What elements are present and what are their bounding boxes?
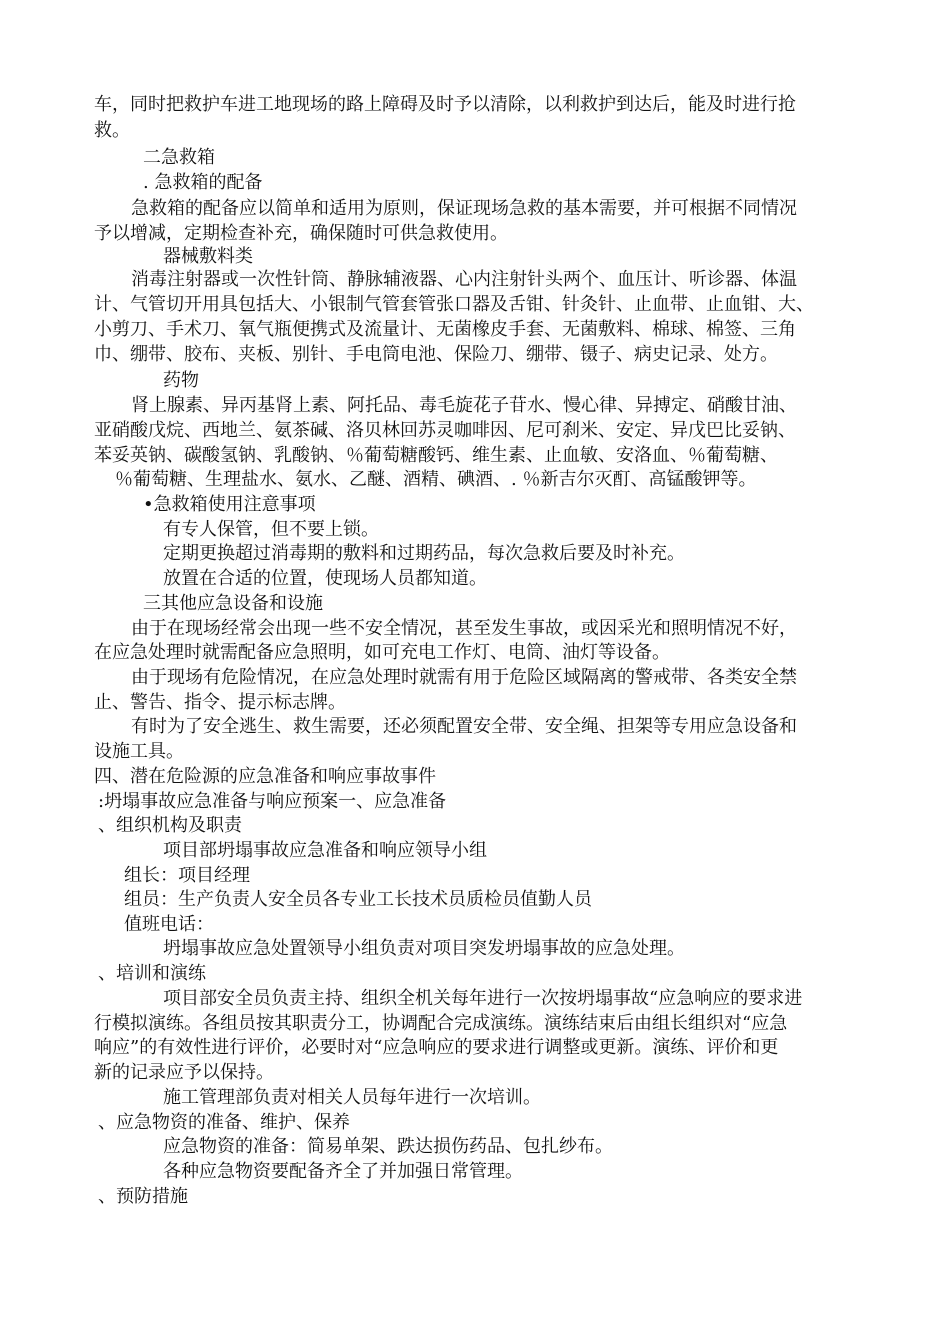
subsection-heading: 、培训和演练	[98, 963, 206, 984]
text-line: 小剪刀、手术刀、氧气瓶便携式及流量计、无菌橡皮手套、无菌敷料、棉球、棉签、三角	[94, 319, 796, 340]
text-line: 予以增减，定期检查补充，确保随时可供急救使用。	[94, 223, 508, 244]
text-line: 坍塌事故应急处置领导小组负责对项目突发坍塌事故的应急处理。	[163, 938, 685, 959]
subsection-heading: 、应急物资的准备、维护、保养	[98, 1112, 350, 1133]
text-line: 巾、绷带、胶布、夹板、别针、手电筒电池、保险刀、绷带、镊子、病史记录、处方。	[94, 344, 778, 365]
text-line: 苯妥英钠、碳酸氢钠、乳酸钠、％葡萄糖酸钙、维生素、止血敏、安洛血、％葡萄糖、	[94, 445, 778, 466]
subsection-heading: 、预防措施	[98, 1186, 188, 1207]
text-line: 止、警告、指令、提示标志牌。	[94, 692, 346, 713]
text-line: 放置在合适的位置，使现场人员都知道。	[163, 568, 487, 589]
text-line: 项目部坍塌事故应急准备和响应领导小组	[163, 840, 487, 861]
subsection-heading: . 急救箱的配备	[143, 172, 263, 193]
text-line: 车，同时把救护车进工地现场的路上障碍及时予以清除，以利救护到达后，能及时进行抢	[94, 94, 796, 115]
text-line: 定期更换超过消毒期的敷料和过期药品，每次急救后要及时补充。	[163, 543, 685, 564]
section-heading: 四、潜在危险源的应急准备和响应事故事件	[94, 766, 436, 787]
section-heading: 三其他应急设备和设施	[143, 593, 323, 614]
text-line: 在应急处理时就需配备应急照明，如可充电工作灯、电筒、油灯等设备。	[94, 642, 670, 663]
subsection-heading: •急救箱使用注意事项	[143, 494, 316, 515]
text-line: 项目部安全员负责主持、组织全机关每年进行一次按坍塌事故“应急响应的要求进	[163, 988, 803, 1009]
text-line: 有专人保管，但不要上锁。	[163, 519, 379, 540]
text-line: 响应”的有效性进行评价，必要时对“应急响应的要求进行调整或更新。演练、评价和更	[94, 1037, 779, 1058]
text-line: 组长：项目经理	[124, 865, 250, 886]
text-line: 亚硝酸戊烷、西地兰、氨茶碱、洛贝林回苏灵咖啡因、尼可刹米、安定、异戊巴比妥钠、	[94, 420, 796, 441]
text-line: 救。	[94, 120, 130, 141]
text-line: ％葡萄糖、生理盐水、氨水、乙醚、酒精、碘酒、. ％新吉尔灭酊、高锰酸钾等。	[115, 469, 757, 490]
text-line: 肾上腺素、异丙基肾上素、阿托品、毒毛旋花子苷水、慢心律、异搏定、硝酸甘油、	[131, 395, 797, 416]
subsection-heading: 药物	[163, 370, 199, 391]
text-line: 新的记录应予以保持。	[94, 1062, 274, 1083]
text-line: 值班电话：	[124, 914, 214, 935]
text-line: 组员：生产负责人安全员各专业工长技术员质检员值勤人员	[124, 889, 592, 910]
text-line: 设施工具。	[94, 741, 184, 762]
text-line: 各种应急物资要配备齐全了并加强日常管理。	[163, 1161, 523, 1182]
text-line: 计、气管切开用具包括大、小银制气管套管张口器及舌钳、针灸针、止血带、止血钳、大、	[94, 294, 814, 315]
text-line: 有时为了安全逃生、救生需要，还必须配置安全带、安全绳、担架等专用应急设备和	[131, 716, 797, 737]
text-line: 应急物资的准备：简易单架、跌达损伤药品、包扎纱布。	[163, 1136, 613, 1157]
subsection-heading: :坍塌事故应急准备与响应预案一、应急准备	[98, 791, 447, 812]
text-line: 由于现场有危险情况，在应急处理时就需有用于危险区域隔离的警戒带、各类安全禁	[131, 667, 797, 688]
text-line: 消毒注射器或一次性针筒、静脉辅液器、心内注射针头两个、血压计、听诊器、体温	[131, 269, 797, 290]
section-heading: 二急救箱	[143, 147, 215, 168]
subsection-heading: 器械敷料类	[163, 246, 253, 267]
text-line: 急救箱的配备应以简单和适用为原则，保证现场急救的基本需要，并可根据不同情况	[131, 198, 797, 219]
text-line: 施工管理部负责对相关人员每年进行一次培训。	[163, 1087, 541, 1108]
text-line: 行模拟演练。各组员按其职责分工，协调配合完成演练。演练结束后由组长组织对“应急	[94, 1013, 788, 1034]
text-line: 由于在现场经常会出现一些不安全情况，甚至发生事故，或因采光和照明情况不好，	[131, 618, 797, 639]
subsection-heading: 、组织机构及职责	[98, 815, 242, 836]
